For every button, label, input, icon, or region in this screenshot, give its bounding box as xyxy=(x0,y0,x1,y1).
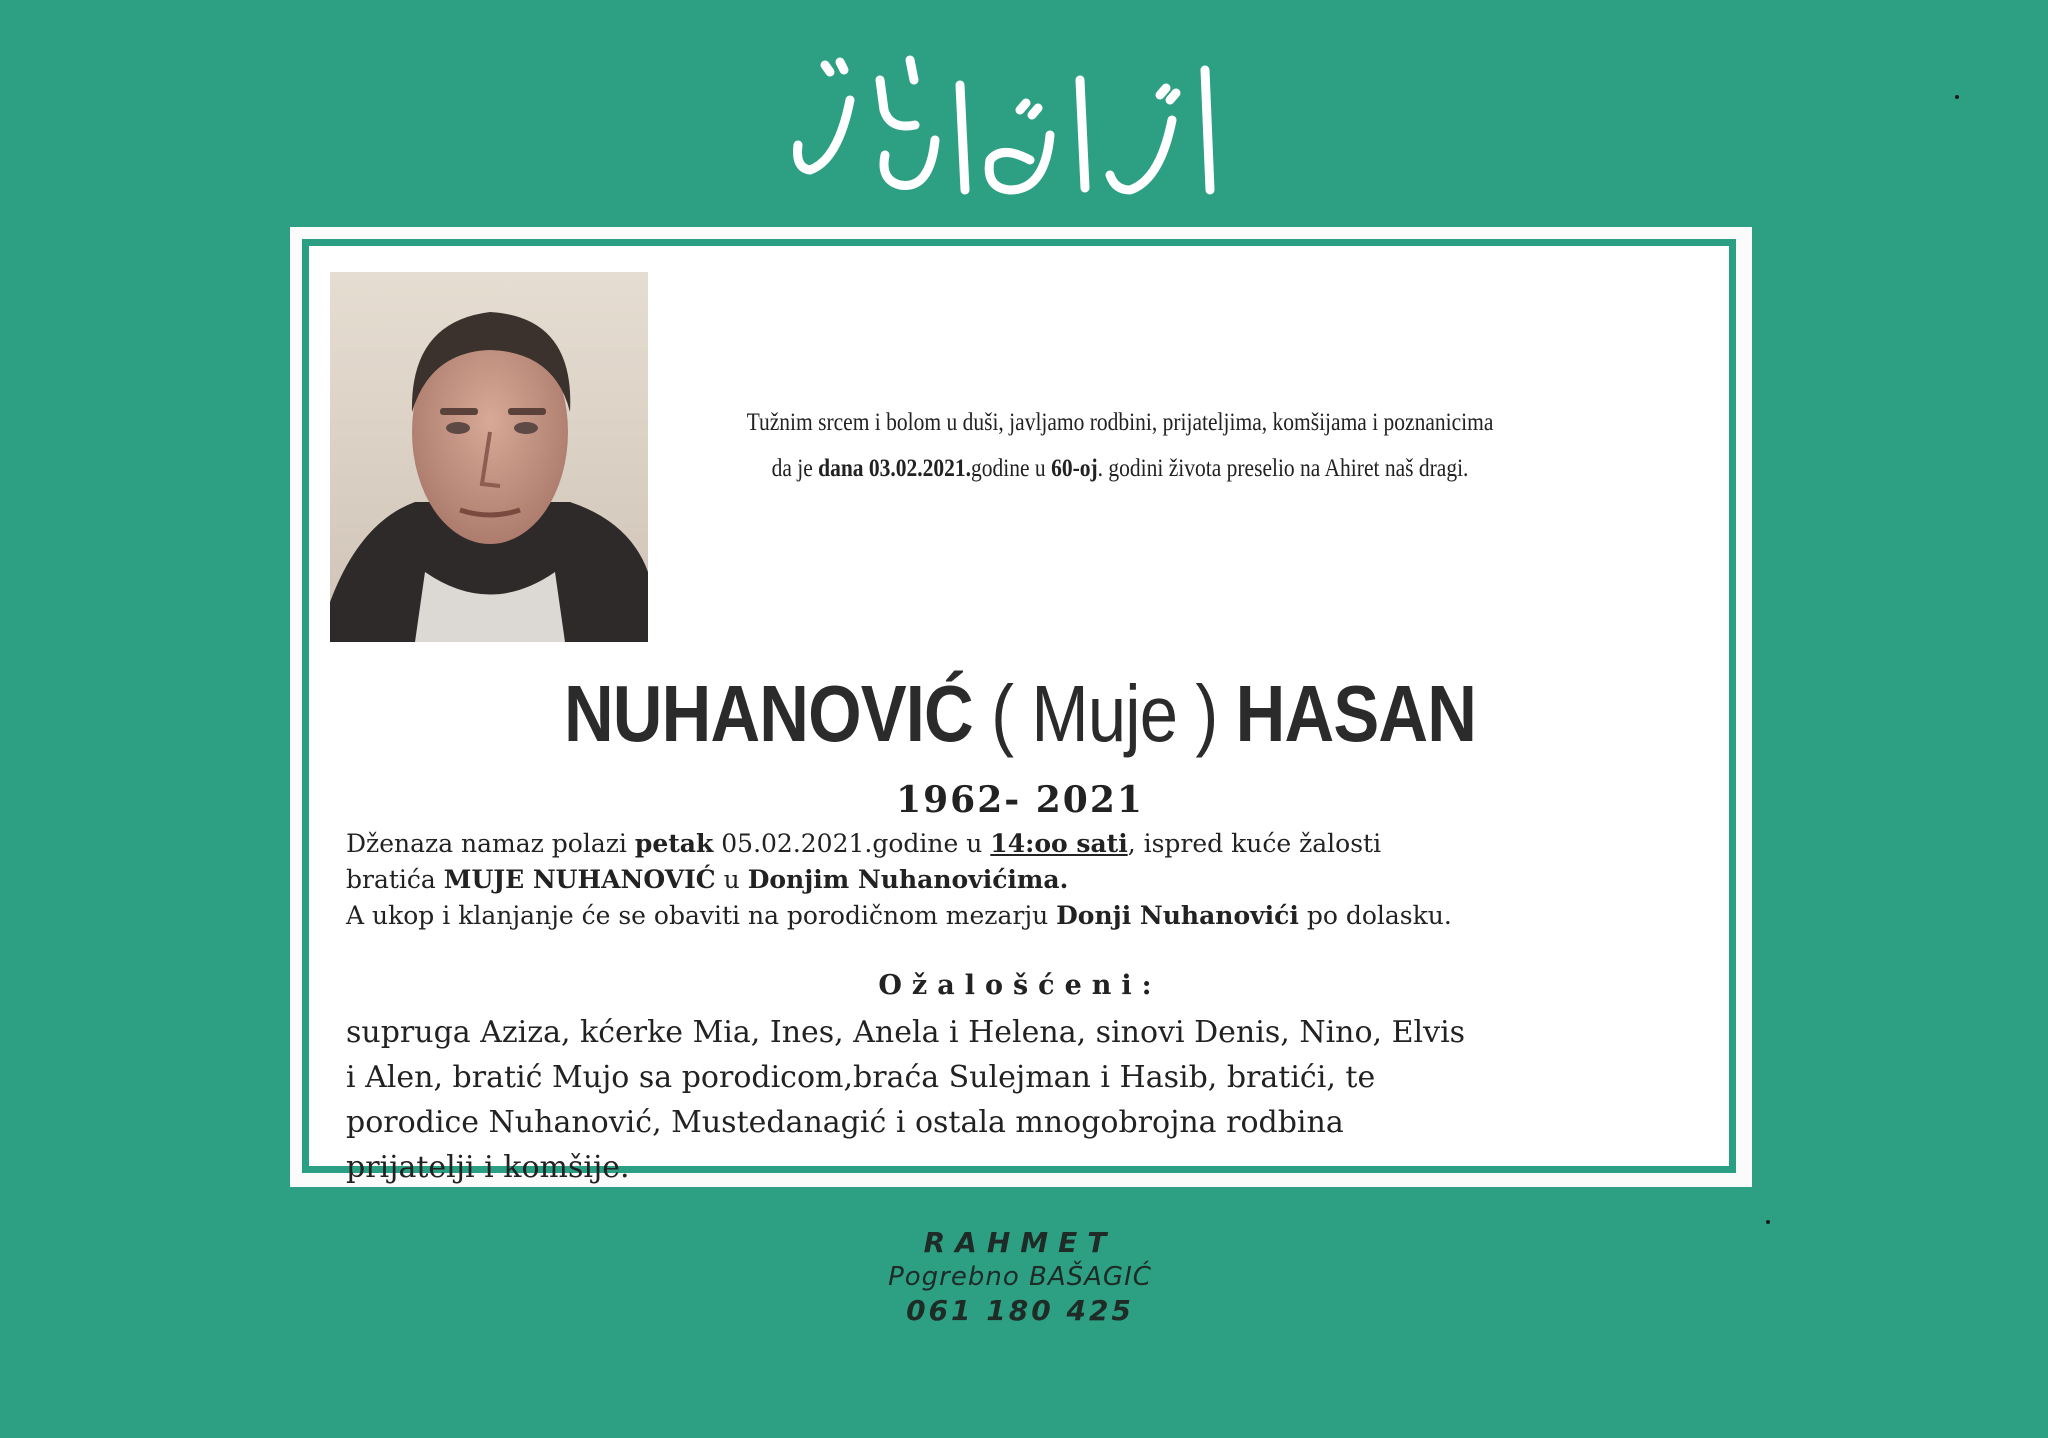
mourners-line-2: i Alen, bratić Mujo sa porodicom,braća Sulejman i Hasib, bratići, te xyxy=(346,1060,1376,1095)
mourners-line-1: supruga Aziza, kćerke Mia, Ines, Anela i Helena, sinovi Denis, Nino, Elvis xyxy=(346,1015,1466,1050)
deceased-father-name: ( Muje ) xyxy=(991,669,1218,758)
mourners-line-3: porodice Nuhanović, Mustedanagić i ostala mnogobrojna rodbina xyxy=(346,1105,1344,1140)
funeral-day: petak xyxy=(634,829,714,858)
funeral-text: bratića xyxy=(346,865,444,894)
mourners-list xyxy=(346,1010,1726,1190)
intro-line-1: Tužnim srcem i bolom u duši, javljamo rodbini, prijateljima, komšijama i poznanicima xyxy=(746,409,1494,436)
announcement-intro xyxy=(716,400,1524,492)
footer-phone: 061 180 425 xyxy=(906,1294,1134,1327)
funeral-text: po dolasku. xyxy=(1298,901,1452,930)
funeral-line-3 xyxy=(346,898,1746,934)
funeral-place: Donjim Nuhanovićima. xyxy=(747,865,1069,894)
deceased-full-name xyxy=(401,664,1639,764)
intro-text: godine u xyxy=(971,455,1052,482)
funeral-cemetery: Donji Nuhanovići xyxy=(1056,901,1299,930)
intro-text: da je xyxy=(771,455,819,482)
life-years: 1962- 2021 xyxy=(896,779,1144,821)
intro-text: . godini života preselio na Ahiret naš dragi. xyxy=(1097,455,1469,482)
age: 60-oj xyxy=(1051,455,1098,482)
portrait-photo xyxy=(330,272,648,642)
funeral-time: 14:oo sati xyxy=(990,829,1128,858)
funeral-nephew: MUJE NUHANOVIĆ xyxy=(443,865,716,894)
mourners-line-4: prijatelji i komšije. xyxy=(346,1150,630,1185)
deceased-first-name: HASAN xyxy=(1235,669,1477,758)
funeral-details xyxy=(346,826,1746,934)
funeral-line-2 xyxy=(346,862,1746,898)
funeral-text: u xyxy=(715,865,748,894)
funeral-line-1 xyxy=(346,826,1746,862)
deceased-surname: NUHANOVIĆ xyxy=(563,669,973,758)
funeral-text: Dženaza namaz polazi xyxy=(346,829,635,858)
footer-rahmet: RAHMET xyxy=(923,1226,1117,1259)
funeral-text: 05.02.2021.godine u xyxy=(713,829,991,858)
speck xyxy=(1955,95,1959,99)
speck xyxy=(1766,1220,1770,1224)
death-date: dana 03.02.2021. xyxy=(818,455,972,482)
footer-funeral-company: Pogrebno BAŠAGIĆ xyxy=(888,1262,1152,1292)
funeral-text: A ukop i klanjanje će se obaviti na porodičnom mezarju xyxy=(346,901,1057,930)
mourners-title: Ožalošćeni: xyxy=(878,970,1162,1001)
intro-line-2 xyxy=(716,446,1524,492)
funeral-text: , ispred kuće žalosti xyxy=(1127,829,1382,858)
arabic-calligraphy-header xyxy=(780,40,1260,210)
